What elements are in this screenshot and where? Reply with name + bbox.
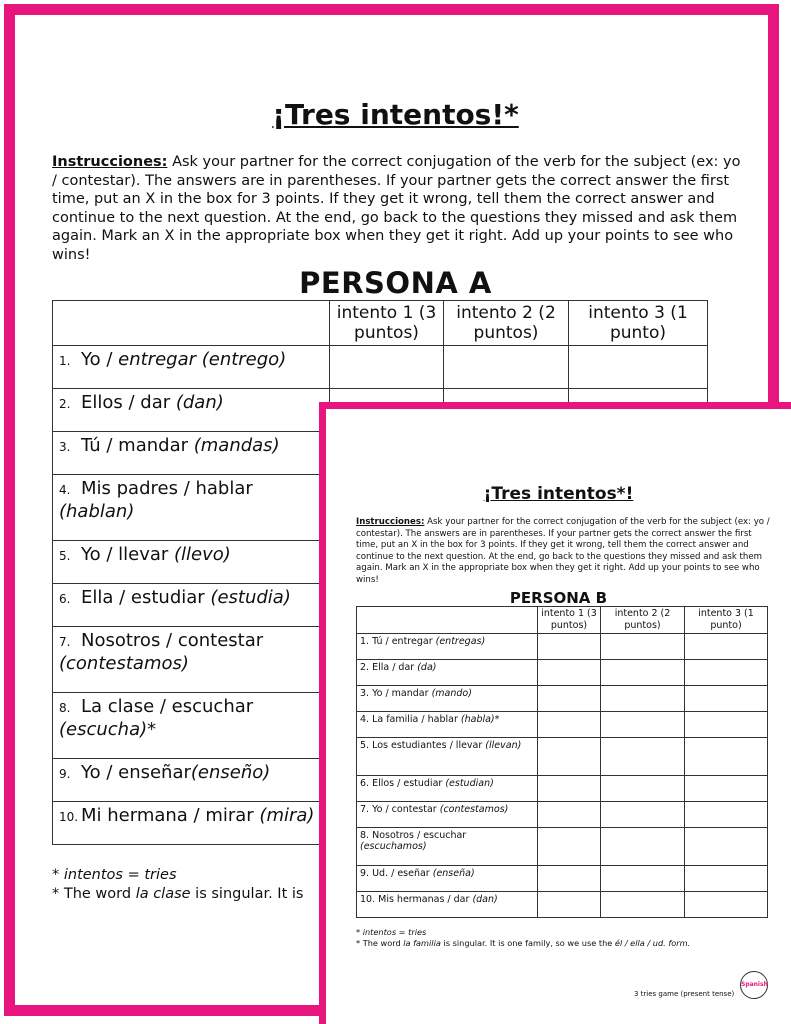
question-subject: Ella / estudiar: [81, 587, 211, 608]
table-header-blank: [53, 301, 330, 346]
question-subject: 9. Ud. / eseñar: [360, 868, 433, 879]
score-box[interactable]: [538, 828, 601, 866]
question-subject: Yo /: [81, 349, 119, 370]
question-cell: [53, 693, 330, 759]
score-box[interactable]: [538, 776, 601, 802]
question-cell: [357, 686, 538, 712]
question-number: 10.: [59, 810, 79, 824]
score-box[interactable]: [685, 776, 768, 802]
question-answer: (contestamos): [439, 804, 509, 815]
question-subject: 8. Nosotros / escuchar: [360, 830, 467, 841]
question-subject: 5. Los estudiantes / llevar: [360, 740, 486, 751]
footnote: * The word la clase is singular. It is: [52, 886, 304, 902]
score-box[interactable]: [538, 634, 601, 660]
question-subject: Yo / enseñar: [81, 762, 191, 783]
credit-text: 3 tries game (present tense): [634, 990, 735, 998]
persona-heading: PERSONA B: [509, 589, 608, 607]
question-cell: [357, 660, 538, 686]
score-box[interactable]: [685, 660, 768, 686]
score-box[interactable]: [601, 828, 685, 866]
score-box[interactable]: [601, 776, 685, 802]
score-box[interactable]: [601, 712, 685, 738]
question-subject: Mis padres / hablar: [81, 478, 253, 499]
score-box[interactable]: [538, 660, 601, 686]
question-subject: 4. La familia / hablar: [360, 714, 461, 725]
question-subject: Mi hermana / mirar: [81, 805, 260, 826]
question-answer: entregar (entrego): [118, 349, 287, 370]
question-cell: [357, 712, 538, 738]
persona-heading: PERSONA A: [299, 266, 492, 300]
question-cell: [357, 738, 538, 776]
question-answer: (estudian): [445, 778, 494, 789]
table-row: [357, 634, 768, 660]
question-cell: [357, 828, 538, 866]
score-box[interactable]: [685, 686, 768, 712]
question-cell: [53, 627, 330, 693]
score-box[interactable]: [538, 802, 601, 828]
score-box[interactable]: [685, 828, 768, 866]
table-header: intento 3 (1 punto): [569, 301, 708, 346]
question-answer: (habla)*: [460, 714, 500, 725]
question-number: 6.: [59, 592, 71, 606]
score-box[interactable]: [538, 892, 601, 918]
instructions-label: Instrucciones:: [356, 517, 425, 527]
question-answer: (enseña): [432, 868, 475, 879]
score-box[interactable]: [601, 892, 685, 918]
question-cell: [53, 802, 330, 845]
table-header: intento 2 (2 puntos): [601, 607, 685, 634]
table-row: [357, 866, 768, 892]
question-number: 4.: [59, 483, 71, 497]
score-box[interactable]: [601, 686, 685, 712]
question-answer: (llevan): [485, 740, 522, 751]
question-answer: (mandas): [193, 435, 280, 456]
question-number: 9.: [59, 767, 71, 781]
score-box[interactable]: [685, 892, 768, 918]
table-row: [357, 712, 768, 738]
question-cell: [357, 634, 538, 660]
table-row: [357, 892, 768, 918]
question-answer: (dan): [175, 392, 224, 413]
table-header-blank: [357, 607, 538, 634]
score-box[interactable]: [444, 346, 569, 389]
question-answer: (escucha)*: [59, 719, 157, 740]
score-box[interactable]: [685, 738, 768, 776]
question-cell: [357, 892, 538, 918]
score-box[interactable]: [685, 634, 768, 660]
question-subject: Ellos / dar: [81, 392, 176, 413]
question-cell: [53, 541, 330, 584]
score-table: [356, 606, 768, 918]
score-box[interactable]: [601, 738, 685, 776]
score-box[interactable]: [601, 634, 685, 660]
question-answer: (llevo): [174, 544, 231, 565]
table-row: [357, 660, 768, 686]
question-number: 8.: [59, 701, 71, 715]
question-answer: (enseño): [190, 762, 271, 783]
question-answer: (mando): [431, 688, 472, 699]
question-cell: [357, 802, 538, 828]
score-box[interactable]: [685, 866, 768, 892]
table-row: [357, 828, 768, 866]
question-number: 7.: [59, 635, 71, 649]
score-box[interactable]: [538, 738, 601, 776]
question-cell: [53, 584, 330, 627]
table-header: intento 1 (3 puntos): [538, 607, 601, 634]
overlay-page-b: [319, 402, 791, 1024]
question-cell: [53, 389, 330, 432]
question-subject: 7. Yo / contestar: [360, 804, 440, 815]
question-number: 5.: [59, 549, 71, 563]
footnote: * The word la familia is singular. It is one family, so we use the él / ella / ud. form.: [356, 938, 691, 948]
footnote: * intentos = tries: [52, 867, 177, 883]
question-subject: 10. Mis hermanas / dar: [360, 894, 473, 905]
question-number: 2.: [59, 397, 71, 411]
question-answer: (mira): [259, 805, 315, 826]
footnote: * intentos = tries: [356, 927, 427, 937]
table-row: [357, 802, 768, 828]
table-header: intento 3 (1 punto): [685, 607, 768, 634]
table-header: intento 1 (3 puntos): [330, 301, 444, 346]
score-box[interactable]: [601, 660, 685, 686]
footnotes: [356, 927, 690, 949]
question-subject: 1. Tú / entregar: [360, 636, 436, 647]
question-subject: 3. Yo / mandar: [360, 688, 432, 699]
instructions: [356, 517, 776, 586]
question-subject: 6. Ellos / estudiar: [360, 778, 446, 789]
instructions-text: Ask your partner for the correct conjugation of the verb for the subject (ex: yo / contestar). The answers are in parentheses. If your partner gets the correct answer the first time, put an X in the box for 3 points. If they get it wrong, tell them the correct answer and continue to the next question. At the end, go back to the questions they missed and ask them again. Mark an X in the appropriate box when they get it right. Add up your points to see who wins!: [356, 517, 770, 585]
page-title: ¡Tres intentos*!: [483, 484, 634, 504]
question-answer: (da): [417, 662, 437, 673]
table-row: [357, 738, 768, 776]
question-cell: [357, 776, 538, 802]
question-subject: Yo / llevar: [81, 544, 175, 565]
question-answer: (contestamos): [59, 653, 189, 674]
instructions-label: Instrucciones:: [52, 154, 168, 170]
question-answer: (entregas): [435, 636, 486, 647]
table-row: [53, 346, 708, 389]
score-box[interactable]: [330, 346, 444, 389]
question-answer: (estudia): [210, 587, 291, 608]
score-box[interactable]: [538, 866, 601, 892]
question-cell: [53, 432, 330, 475]
table-row: [357, 776, 768, 802]
score-box[interactable]: [685, 712, 768, 738]
question-cell: [357, 866, 538, 892]
question-cell: [53, 346, 330, 389]
score-box[interactable]: [601, 866, 685, 892]
question-subject: Tú / mandar: [81, 435, 194, 456]
question-subject: La clase / escuchar: [81, 696, 254, 717]
score-box[interactable]: [538, 712, 601, 738]
question-number: 3.: [59, 440, 71, 454]
score-box[interactable]: [685, 802, 768, 828]
question-cell: [53, 759, 330, 802]
page-title: ¡Tres intentos!*: [272, 98, 519, 131]
score-box[interactable]: [538, 686, 601, 712]
instructions: [52, 153, 742, 264]
question-answer: (escuchamos): [360, 841, 427, 852]
question-number: 1.: [59, 354, 71, 368]
logo: Spanish: [740, 971, 768, 999]
table-row: [357, 686, 768, 712]
instructions-text: Ask your partner for the correct conjugation of the verb for the subject (ex: yo / contestar). The answers are in parentheses. If your partner gets the correct answer the first time, put an X in the box for 3 points. If they get it wrong, tell them the correct answer and continue to the next question. At the end, go back to the questions they missed and ask them again. Mark an X in the appropriate box when they get it right. Add up your points to see who wins!: [52, 154, 741, 263]
question-answer: (hablan): [59, 501, 135, 522]
footnotes: [52, 866, 303, 904]
score-box[interactable]: [569, 346, 708, 389]
score-box[interactable]: [601, 802, 685, 828]
question-cell: [53, 475, 330, 541]
question-subject: Nosotros / contestar: [81, 630, 264, 651]
table-header: intento 2 (2 puntos): [444, 301, 569, 346]
question-answer: (dan): [472, 894, 498, 905]
question-subject: 2. Ella / dar: [360, 662, 418, 673]
